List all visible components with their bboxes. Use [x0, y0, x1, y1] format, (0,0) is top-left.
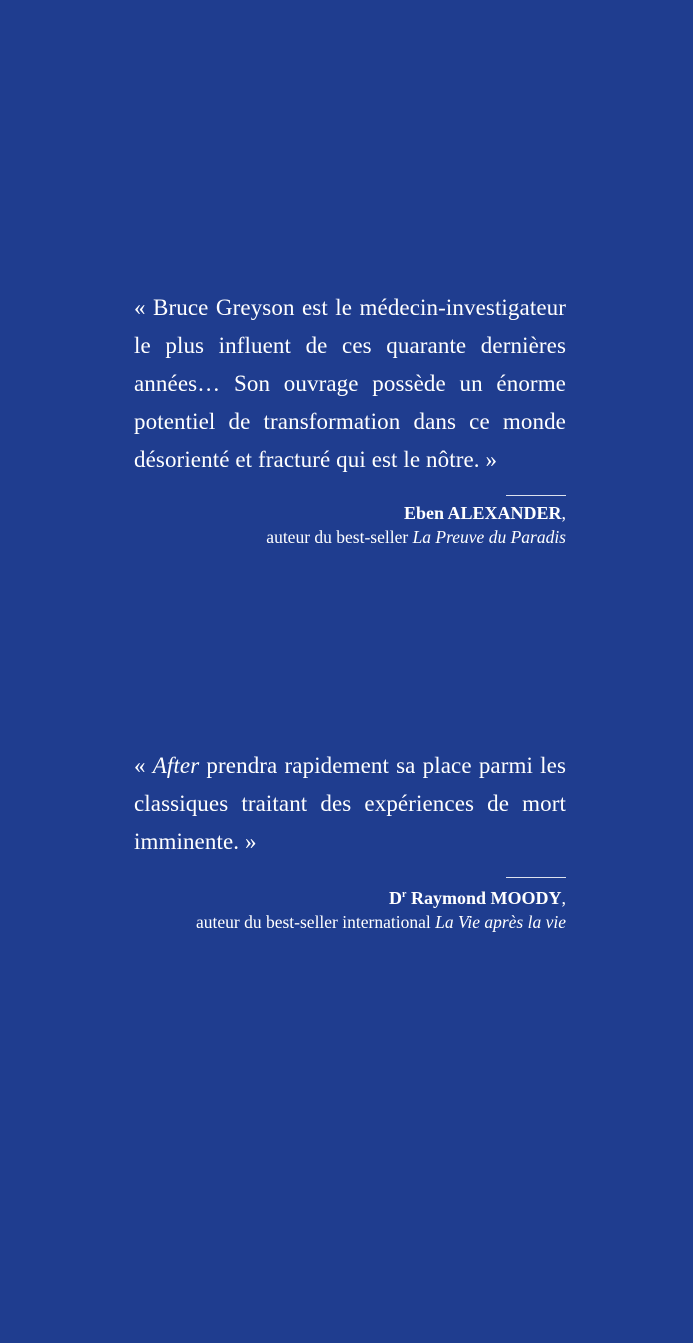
- testimonial-moody: [134, 747, 566, 935]
- attribution-name: [134, 502, 566, 524]
- quote-text: [134, 747, 566, 861]
- quote-italic-title: After: [152, 753, 200, 778]
- author-title: D: [389, 888, 403, 908]
- attribution-description: [134, 909, 566, 935]
- attribution-rule: [506, 877, 566, 878]
- author-suffix: ,: [561, 503, 566, 523]
- book-title: La Vie après la vie: [435, 912, 566, 932]
- quote-open: «: [134, 753, 153, 778]
- testimonial-alexander: [134, 289, 566, 550]
- book-title: La Preuve du Paradis: [412, 527, 566, 547]
- description-prefix: auteur du best-seller: [266, 527, 413, 547]
- quote-rest: prendra rapidement sa place parmi les classiques traitant des expériences de mort imminente. »: [134, 753, 566, 854]
- attribution-rule: [506, 495, 566, 496]
- author-title-sup: r: [402, 889, 407, 900]
- quote-text: « Bruce Greyson est le médecin-investigateur le plus influent de ces quarante dernières années… Son ouvrage possède un énorme potentiel de transformation dans ce monde désorienté et fracturé qui est le nôtre. »: [134, 295, 566, 472]
- author-name: Raymond MOODY: [406, 888, 562, 908]
- author-suffix: ,: [561, 888, 566, 908]
- attribution-description: [134, 524, 566, 550]
- description-prefix: auteur du best-seller international: [196, 912, 436, 932]
- attribution-name: [134, 884, 566, 909]
- author-name: Eben ALEXANDER: [403, 503, 562, 523]
